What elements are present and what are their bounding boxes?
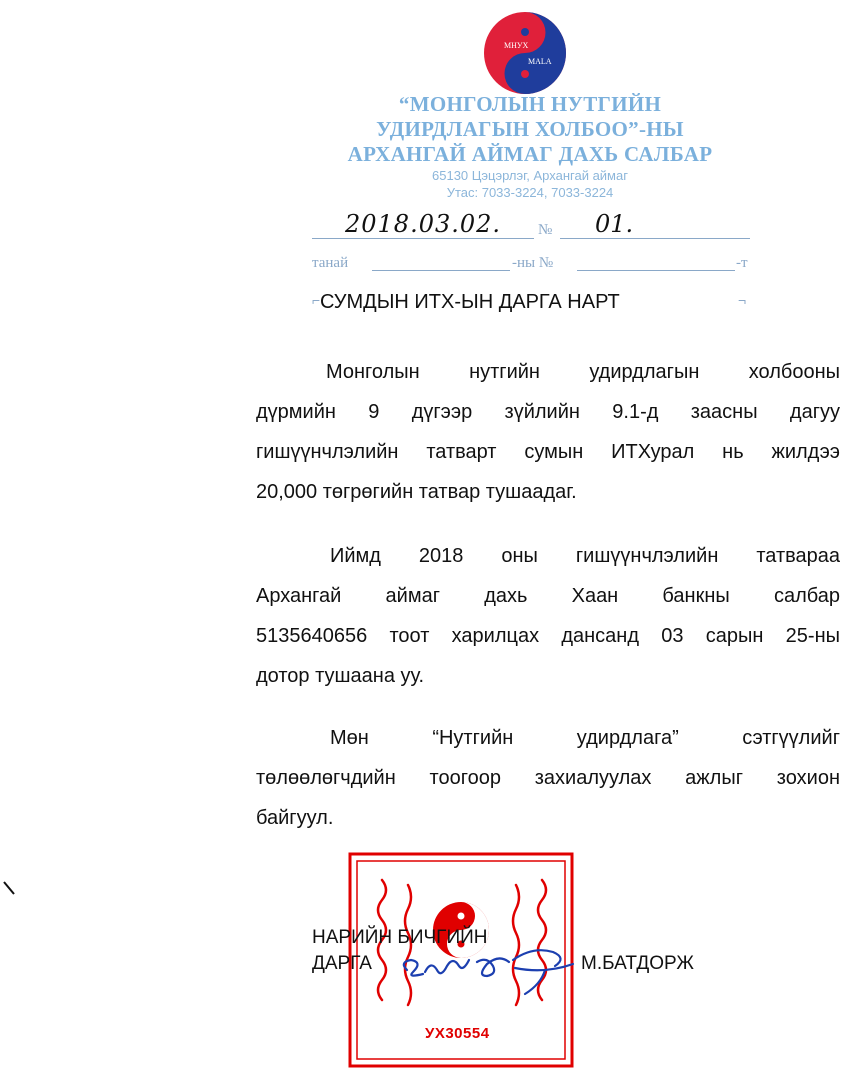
paragraph-3 — [256, 718, 840, 838]
logo-text-bottom: MALA — [528, 57, 552, 66]
paragraph-2-line-2: Архангай аймаг дахь Хаан банкны салбар — [256, 585, 840, 607]
paragraph-3-line-3: байгуул. — [256, 807, 334, 829]
letter-number: 01. — [595, 210, 634, 238]
yours-end-label: -т — [736, 255, 748, 271]
scan-edge-mark — [2, 880, 16, 896]
letterhead-title — [300, 92, 760, 167]
yours-number-label: -ны № — [512, 255, 554, 271]
yours-date-underline — [372, 270, 510, 271]
yours-label: танай — [312, 255, 349, 271]
number-underline — [560, 238, 750, 239]
paragraph-3-line-1: Мөн “Нутгийн удирдлага” сэтгүүлийг — [330, 727, 840, 749]
paragraph-2-line-3: 5135640656 тоот харилцах дансанд 03 сарын 25-ны — [256, 625, 840, 647]
signer-title-line-1: НАРИЙН БИЧГИЙН — [312, 927, 488, 948]
stamp-registration-code: УХ30554 — [425, 1025, 490, 1042]
paragraph-1-line-1: Монголын нутгийн удирдлагын холбооны — [326, 361, 840, 383]
handwritten-signature — [395, 940, 595, 1000]
yours-number-underline — [577, 270, 735, 271]
letterhead-address-block — [330, 167, 730, 201]
paragraph-1-line-4: 20,000 төгрөгийн татвар тушаадаг. — [256, 481, 577, 503]
paragraph-3-line-2: төлөөлөгчдийн тоогоор захиалуулах ажлыг зохион — [256, 767, 840, 789]
letter-date: 2018.03.02. — [345, 210, 502, 238]
letterhead-line-3: АРХАНГАЙ АЙМАГ ДАХЬ САЛБАР — [347, 142, 713, 166]
paragraph-1-line-3: гишүүнчлэлийн татварт сумын ИТХурал нь жилдээ — [256, 441, 840, 463]
letterhead-line-1: “МОНГОЛЫН НУТГИЙН — [398, 92, 662, 116]
corner-mark-left: ⌐ — [312, 292, 321, 308]
recipient-heading: СУМДЫН ИТХ-ЫН ДАРГА НАРТ — [320, 291, 620, 313]
logo-text-top: МНУХ — [504, 41, 529, 50]
letterhead-address: 65130 Цэцэрлэг, Архангай аймаг — [432, 168, 628, 183]
organization-logo — [482, 10, 568, 96]
paragraph-1 — [256, 352, 840, 512]
letterhead-phone: Утас: 7033-3224, 7033-3224 — [446, 185, 614, 200]
paragraph-1-line-2: дүрмийн 9 дүгээр зүйлийн 9.1-д заасны дагуу — [256, 401, 840, 423]
date-underline — [312, 238, 534, 239]
corner-mark-right: ¬ — [738, 292, 747, 308]
letterhead-line-2: УДИРДЛАГЫН ХОЛБОО”-НЫ — [376, 117, 684, 141]
signer-title-line-2: ДАРГА — [312, 953, 372, 974]
number-label: № — [538, 222, 553, 238]
signer-name: М.БАТДОРЖ — [581, 953, 694, 974]
paragraph-2 — [256, 536, 840, 696]
paragraph-2-line-1: Иймд 2018 оны гишүүнчлэлийн татвараа — [330, 545, 840, 567]
paragraph-2-line-4: дотор тушаана уу. — [256, 665, 425, 687]
